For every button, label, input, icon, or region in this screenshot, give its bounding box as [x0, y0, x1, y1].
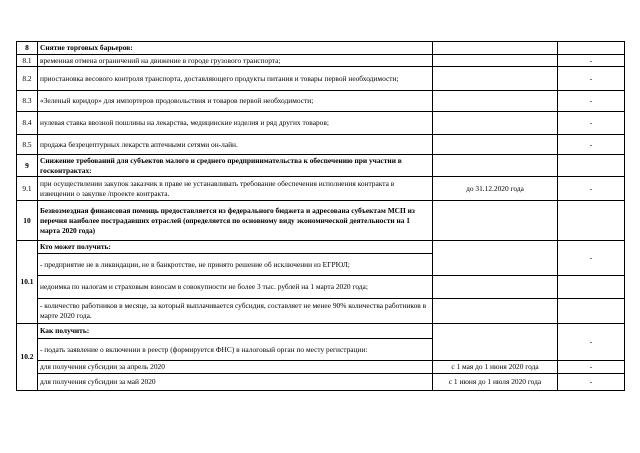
status-cell: -: [558, 241, 625, 276]
table-row: [17, 241, 625, 254]
table-row: [17, 135, 625, 155]
row-text: для получения субсидии за апрель 2020: [38, 360, 433, 373]
deadline-cell: [433, 54, 558, 67]
status-cell: [558, 155, 625, 177]
section-heading: Как получить:: [38, 323, 433, 338]
row-text: временная отмена ограничений на движение в городе грузового транспорта;: [38, 54, 433, 67]
row-text: при осуществлении закупок заказчик в праве не устанавливать требование обеспечения исполнения контракта в извещении о закупке /проекте контракта.: [38, 177, 433, 201]
section-heading: Кто может получить:: [38, 241, 433, 254]
status-cell: -: [558, 67, 625, 91]
row-text: нулевая ставка ввозной пошлины на лекарства, медицинские изделия и ряд других товаров;: [38, 112, 433, 135]
row-text: - предприятие не в ликвидации, не в банкротстве, не принято решение об исключении из ЕГРЮЛ;: [38, 253, 433, 275]
row-number: 8.4: [17, 112, 38, 135]
deadline-cell: до 31.12.2020 года: [433, 177, 558, 201]
status-cell: [558, 42, 625, 55]
status-cell: -: [558, 323, 625, 360]
row-number: 8: [17, 42, 38, 55]
row-text: «Зеленый коридор» для импортеров продовольствия и товаров первой необходимости;: [38, 91, 433, 112]
row-text: - количество работников в месяце, за который выплачивается субсидия, составляет не менее 90% количества работников в марте 2020 года.: [38, 298, 433, 323]
deadline-cell: [433, 201, 558, 241]
status-cell: [558, 201, 625, 241]
deadline-cell: [433, 91, 558, 112]
section-heading: Снижение требований для субъектов малого и среднего предпринимательства к обеспечению при участии в госконтрактах:: [38, 155, 433, 177]
row-number: 10.2: [17, 323, 38, 390]
table-row: [17, 54, 625, 67]
row-number: 10.1: [17, 241, 38, 324]
row-text: приостановка весового контроля транспорта, доставляющего продукты питания и товары первой необходимости;: [38, 67, 433, 91]
deadline-cell: с 1 мая до 1 июня 2020 года: [433, 360, 558, 373]
deadline-cell: [433, 155, 558, 177]
deadline-cell: [433, 42, 558, 55]
table-row: [17, 275, 625, 298]
row-number: 9.1: [17, 177, 38, 201]
section-heading: Снятие торговых барьеров:: [38, 42, 433, 55]
table-row: [17, 112, 625, 135]
table-row: [17, 373, 625, 390]
deadline-cell: [433, 67, 558, 91]
deadline-cell: [433, 112, 558, 135]
status-cell: [558, 275, 625, 298]
status-cell: -: [558, 54, 625, 67]
row-number: 9: [17, 155, 38, 177]
row-text: - подать заявление о включении в реестр (формируется ФНС) в налоговый орган по месту регистрации:: [38, 338, 433, 360]
status-cell: -: [558, 360, 625, 373]
table-row: [17, 177, 625, 201]
deadline-cell: [433, 135, 558, 155]
section-heading: Безвозмездная финансовая помощь предоставляется из федерального бюджета и адресована субъектам МСП из перечня наиболее пострадавших отраслей (определяется по основному виду экономической деятельности на 1 марта 2020 года): [38, 201, 433, 241]
row-text: продажа безрецептурных лекарств аптечными сетями он-лайн.: [38, 135, 433, 155]
table-row: [17, 42, 625, 55]
status-cell: -: [558, 135, 625, 155]
measures-table: [16, 41, 625, 391]
table-row: [17, 298, 625, 323]
status-cell: -: [558, 373, 625, 390]
deadline-cell: [433, 323, 558, 360]
status-cell: -: [558, 112, 625, 135]
table-row: [17, 155, 625, 177]
row-number: 8.5: [17, 135, 38, 155]
row-text: недоимка по налогам и страховым взносам в совокупности не более 3 тыс. рублей на 1 марта 2020 года;: [38, 275, 433, 298]
deadline-cell: [433, 241, 558, 276]
table-row: [17, 91, 625, 112]
row-number: 8.1: [17, 54, 38, 67]
table-row: [17, 323, 625, 338]
deadline-cell: [433, 275, 558, 298]
table-row: [17, 201, 625, 241]
status-cell: -: [558, 177, 625, 201]
row-number: 8.3: [17, 91, 38, 112]
table-row: [17, 360, 625, 373]
row-number: 10: [17, 201, 38, 241]
row-number: 8.2: [17, 67, 38, 91]
deadline-cell: с 1 июня до 1 июля 2020 года: [433, 373, 558, 390]
table-row: [17, 67, 625, 91]
row-text: для получения субсидии за май 2020: [38, 373, 433, 390]
status-cell: [558, 298, 625, 323]
status-cell: -: [558, 91, 625, 112]
deadline-cell: [433, 298, 558, 323]
